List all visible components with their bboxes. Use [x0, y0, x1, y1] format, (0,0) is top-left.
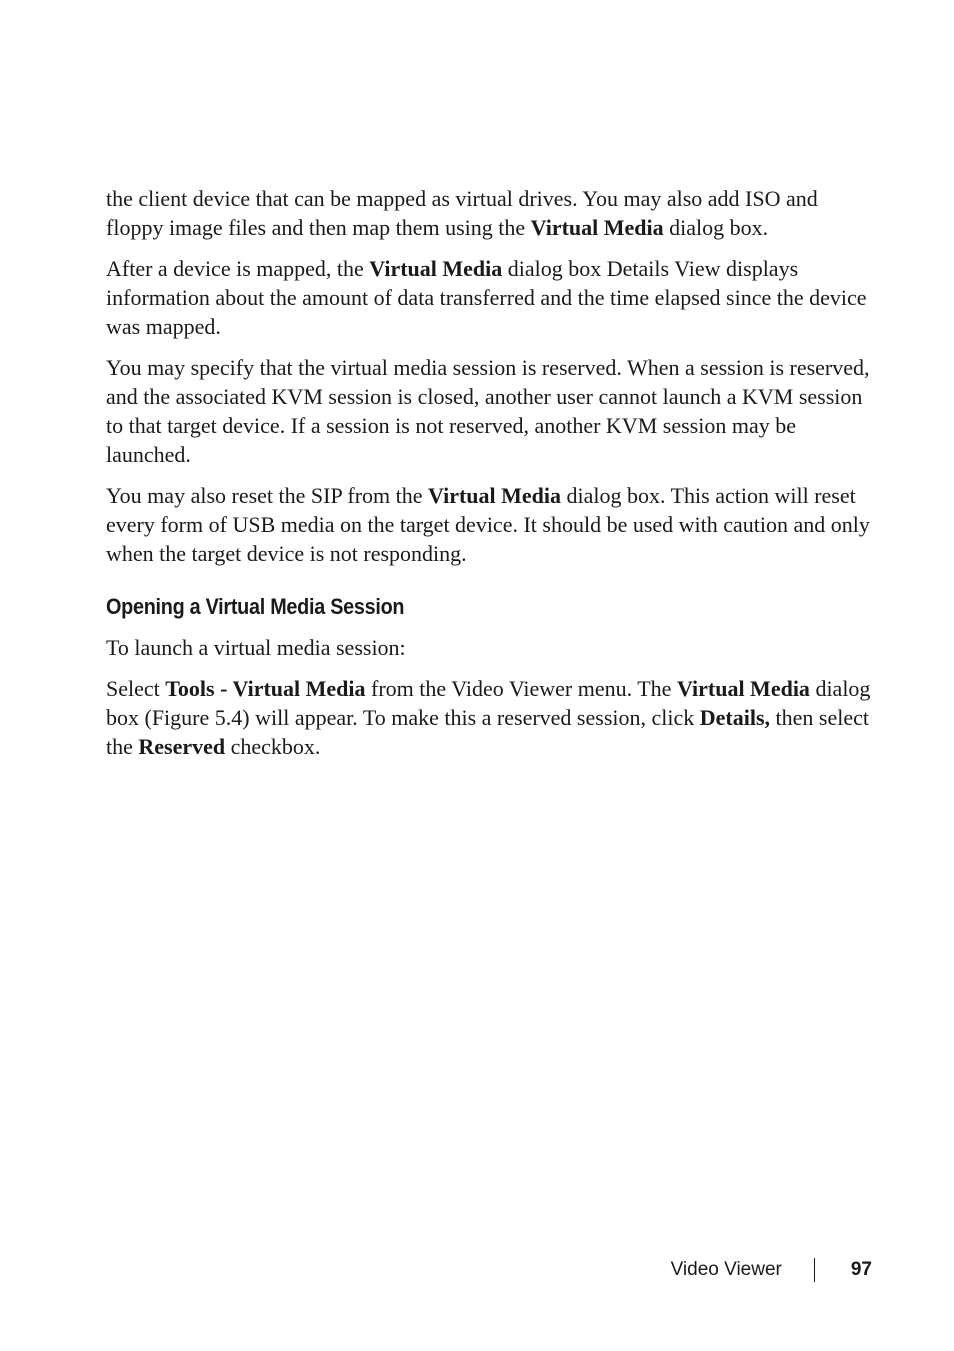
- paragraph-virtual-drives: [106, 184, 876, 242]
- text-run: To launch a virtual media session:: [106, 635, 406, 660]
- text-run: You may specify that the virtual media session is reserved. When a session is reserved, and the associated KVM session is closed, another user cannot launch a KVM session to that target device. If a session is not reserved, another KVM session may be launched.: [106, 355, 870, 467]
- text-run: After a device is mapped, the: [106, 256, 370, 281]
- footer-chapter-title: Video Viewer: [670, 1259, 782, 1280]
- page-footer: [671, 1256, 872, 1284]
- bold-term-reserved: Reserved: [138, 734, 226, 759]
- text-run: You may also reset the SIP from the: [106, 483, 429, 508]
- text-run: Select: [106, 676, 166, 701]
- bold-term-details: Details,: [699, 705, 771, 730]
- text-run: from the Video Viewer menu. The: [365, 676, 677, 701]
- paragraph-reserved-session: [106, 353, 876, 469]
- page-number: 97: [850, 1259, 872, 1280]
- text-run: the client device that can be mapped as virtual drives. You may also add ISO and floppy image files and then map them using the: [106, 186, 818, 240]
- bold-term-virtual-media: Virtual Media: [369, 256, 503, 281]
- bold-term-virtual-media: Virtual Media: [530, 215, 664, 240]
- paragraph-reset-sip: [106, 481, 876, 568]
- paragraph-launch-intro: [106, 633, 876, 662]
- bold-term-virtual-media: Virtual Media: [428, 483, 562, 508]
- paragraph-details-view: [106, 254, 876, 341]
- section-heading: Opening a Virtual Media Session: [106, 594, 405, 619]
- text-run: checkbox.: [225, 734, 321, 759]
- bold-term-tools-virtual-media: Tools - Virtual Media: [165, 676, 366, 701]
- text-run: dialog box (Figure 5.4) will appear. To make this a reserved session, click: [106, 676, 871, 730]
- text-run: then select the: [106, 705, 869, 759]
- bold-term-virtual-media: Virtual Media: [676, 676, 810, 701]
- footer-divider: [814, 1258, 815, 1282]
- paragraph-launch-steps: [106, 674, 876, 761]
- text-run: dialog box. This action will reset every form of USB media on the target device. It should be used with caution and only when the target device is not responding.: [106, 483, 870, 566]
- body-text: [106, 184, 876, 773]
- text-run: dialog box.: [663, 215, 769, 240]
- text-run: dialog box Details View displays information about the amount of data transferred and the time elapsed since the device was mapped.: [106, 256, 867, 339]
